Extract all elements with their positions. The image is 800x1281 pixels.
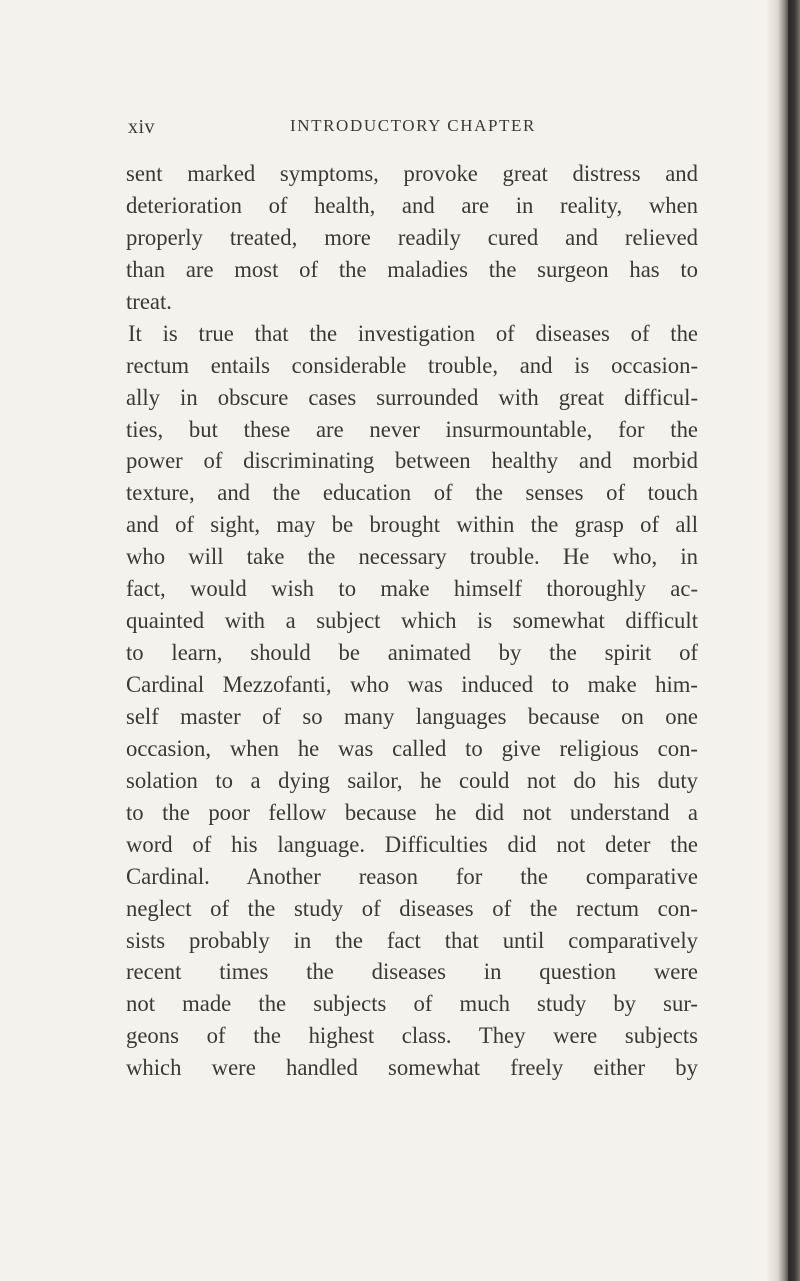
text-line: sists probably in the fact that until comparatively (126, 927, 698, 953)
text-line: properly treated, more readily cured and relieved (126, 224, 698, 250)
page-header (128, 116, 698, 146)
page-number: xiv (128, 116, 156, 138)
text-line: fact, would wish to make himself thoroughly ac- (126, 576, 698, 602)
page-binding-edge (766, 0, 800, 1281)
text-line: ties, but these are never insurmountable, for the (126, 416, 698, 442)
running-head: INTRODUCTORY CHAPTER (290, 116, 536, 135)
text-line: Cardinal. Another reason for the comparative (126, 863, 698, 889)
text-line: solation to a dying sailor, he could not do his duty (126, 767, 698, 793)
text-line: who will take the necessary trouble. He who, in (126, 544, 698, 570)
text-line: self master of so many languages because on one (126, 703, 698, 729)
text-line: deterioration of health, and are in reality, when (126, 192, 698, 218)
text-line: occasion, when he was called to give religious con- (126, 735, 698, 761)
text-line: which were handled somewhat freely either by (126, 1055, 698, 1081)
text-line: neglect of the study of diseases of the rectum con- (126, 895, 698, 921)
text-line: treat. (126, 288, 172, 314)
text-line: and of sight, may be brought within the grasp of all (126, 512, 698, 538)
binding-shadow-line (788, 0, 790, 1281)
text-line: to learn, should be animated by the spirit of (126, 640, 698, 666)
text-line: sent marked symptoms, provoke great distress and (126, 161, 698, 186)
text-line: than are most of the maladies the surgeon has to (126, 256, 698, 282)
text-line: to the poor fellow because he did not understand a (126, 799, 698, 825)
text-line: not made the subjects of much study by sur- (126, 991, 698, 1017)
text-line: quainted with a subject which is somewhat difficult (126, 608, 698, 634)
text-line: texture, and the education of the senses of touch (126, 480, 698, 506)
text-line: ally in obscure cases surrounded with great difficul- (126, 384, 698, 410)
text-line: geons of the highest class. They were subjects (126, 1023, 698, 1049)
text-line: word of his language. Difficulties did not deter the (126, 831, 698, 857)
text-line: recent times the diseases in question were (126, 959, 698, 985)
text-line: It is true that the investigation of diseases of the (128, 320, 698, 346)
text-line: power of discriminating between healthy and morbid (126, 448, 698, 474)
text-line: rectum entails considerable trouble, and is occasion- (126, 352, 698, 378)
text-line: Cardinal Mezzofanti, who was induced to make him- (126, 672, 698, 697)
body-text (126, 158, 698, 1084)
